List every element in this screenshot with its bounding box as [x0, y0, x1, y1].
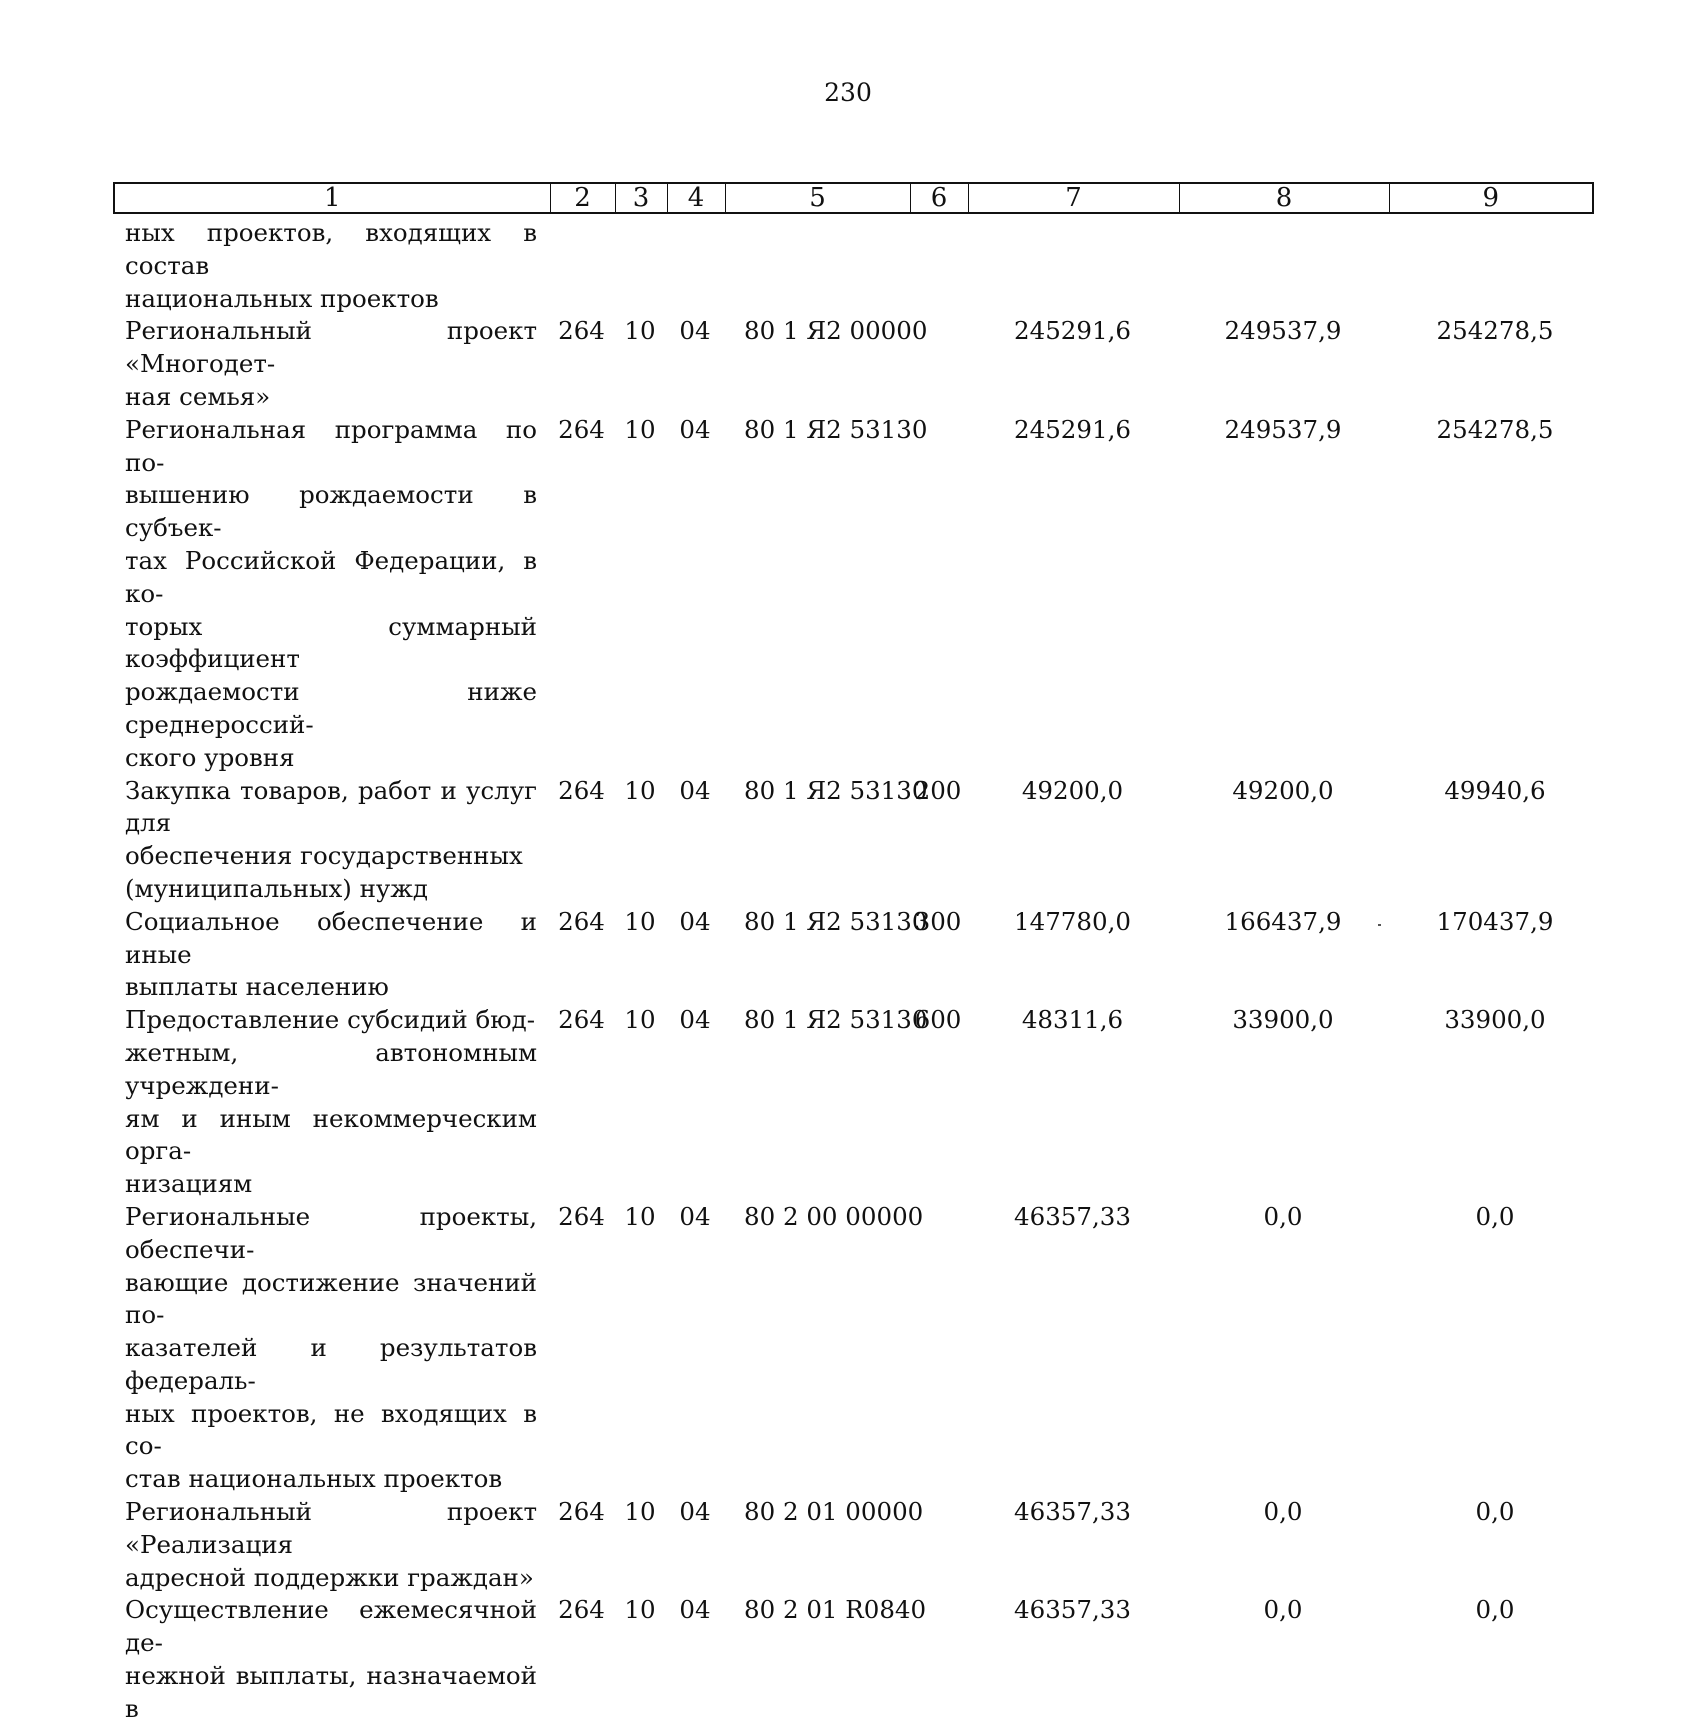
cell-ministry-code: 264 — [558, 316, 605, 346]
cell-description — [113, 315, 549, 413]
cell-description — [113, 1201, 549, 1496]
cell-description — [113, 775, 549, 906]
cell-amount-year-1 — [967, 217, 1178, 315]
cell-subsection-code: 04 — [679, 316, 711, 346]
cell-subsection-code: 04 — [679, 1201, 711, 1231]
cell-amount-year-2: 249537,9 — [1224, 316, 1342, 346]
cell-amount-year-1: 46357,33 — [1014, 1497, 1131, 1527]
cell-target-article — [724, 217, 909, 315]
cell-amount-year-3 — [1388, 217, 1592, 315]
cell-amount-year-2: 166437,9 — [1224, 906, 1342, 936]
cell-amount-year-3: 170437,9 — [1436, 906, 1554, 936]
description-line: ных проектов, не входящих в со- — [125, 1398, 537, 1461]
cell-description — [113, 217, 549, 315]
cell-target-article: 80 2 00 00000 — [744, 1201, 924, 1231]
column-header-4: 4 — [667, 183, 725, 213]
description-line: ского уровня — [125, 742, 295, 772]
cell-amount-year-1: 49200,0 — [1021, 775, 1124, 805]
cell-subsection-code: 04 — [679, 1005, 711, 1035]
cell-ministry-code — [549, 217, 614, 315]
cell-subsection-code: 04 — [679, 1595, 711, 1625]
column-header-1: 1 — [323, 183, 341, 213]
cell-section-code: 10 — [624, 1497, 656, 1527]
cell-amount-year-3: 0,0 — [1475, 1497, 1515, 1527]
description-line: Региональные проекты, обеспечи- — [125, 1201, 537, 1264]
description-line: став национальных проектов — [125, 1464, 503, 1494]
cell-target-article: 80 1 Я2 53130 — [744, 775, 928, 805]
table-row — [113, 1004, 1592, 1201]
description-line: торых суммарный коэффициент — [125, 611, 537, 674]
cell-amount-year-1: 46357,33 — [1014, 1595, 1131, 1625]
cell-expense-type: 300 — [914, 906, 962, 936]
cell-ministry-code: 264 — [558, 775, 605, 805]
cell-expense-type: 200 — [914, 775, 962, 805]
cell-target-article: 80 1 Я2 53130 — [744, 906, 928, 936]
cell-subsection-code: 04 — [679, 414, 711, 444]
description-line: казателей и результатов федераль- — [125, 1333, 537, 1395]
description-line: вающие достижение значений по- — [125, 1267, 537, 1330]
description-line: Осуществление ежемесячной де- — [125, 1595, 537, 1658]
description-line: нежной выплаты, назначаемой в — [125, 1661, 537, 1723]
cell-ministry-code: 264 — [558, 1201, 605, 1231]
cell-ministry-code: 264 — [558, 1595, 605, 1625]
description-line: адресной поддержки граждан» — [125, 1562, 534, 1592]
description-line: ная семья» — [125, 381, 271, 411]
column-header-6: 6 — [910, 183, 968, 213]
cell-amount-year-2: 249537,9 — [1224, 414, 1342, 444]
cell-amount-year-1: 46357,33 — [1014, 1201, 1131, 1231]
description-line: (муниципальных) нужд — [125, 873, 428, 903]
scan-speck — [1378, 924, 1381, 926]
description-line: рождаемости ниже среднероссий- — [125, 677, 537, 739]
cell-amount-year-2: 49200,0 — [1232, 775, 1334, 805]
cell-section-code — [614, 217, 666, 315]
cell-subsection-code: 04 — [679, 775, 711, 805]
cell-subsection-code: 04 — [679, 906, 711, 936]
cell-subsection-code — [666, 217, 724, 315]
cell-section-code: 10 — [624, 316, 656, 346]
cell-target-article: 80 2 01 R0840 — [744, 1595, 927, 1625]
cell-target-article: 80 1 Я2 53130 — [744, 414, 928, 444]
table-row — [113, 1201, 1592, 1496]
cell-amount-year-2: 0,0 — [1263, 1497, 1303, 1527]
column-header-row — [114, 183, 1593, 213]
table-row — [113, 775, 1592, 906]
cell-ministry-code: 264 — [558, 1497, 605, 1527]
cell-amount-year-2: 0,0 — [1263, 1201, 1303, 1231]
cell-subsection-code: 04 — [679, 1497, 711, 1527]
description-line: Социальное обеспечение и иные — [125, 906, 537, 969]
cell-expense-type — [909, 414, 967, 775]
column-header-7: 7 — [968, 183, 1179, 213]
cell-ministry-code: 264 — [558, 414, 605, 444]
description-line: Предоставление субсидий бюд- — [125, 1005, 535, 1035]
cell-section-code: 10 — [624, 414, 656, 444]
budget-table-body — [113, 217, 1592, 1726]
cell-amount-year-3: 33900,0 — [1444, 1005, 1546, 1035]
column-header-3: 3 — [615, 183, 667, 213]
description-line: жетным, автономным учреждени- — [125, 1037, 537, 1100]
cell-amount-year-2: 33900,0 — [1232, 1005, 1334, 1035]
cell-amount-year-1: 48311,6 — [1021, 1005, 1124, 1035]
column-header-2: 2 — [550, 183, 615, 213]
cell-amount-year-2 — [1178, 217, 1388, 315]
description-line: ных проектов, входящих в состав — [125, 218, 537, 280]
column-header-5: 5 — [725, 183, 910, 213]
description-line: тах Российской Федерации, в ко- — [125, 545, 537, 608]
description-line: Региональный проект «Многодет- — [125, 316, 537, 379]
cell-description — [113, 906, 549, 1004]
cell-ministry-code: 264 — [558, 1005, 605, 1035]
column-header-table — [113, 182, 1594, 214]
cell-section-code: 10 — [624, 1005, 656, 1035]
cell-section-code: 10 — [624, 1201, 656, 1231]
cell-description — [113, 414, 549, 775]
table-row — [113, 906, 1592, 1004]
column-header-8: 8 — [1179, 183, 1389, 213]
description-line: обеспечения государственных — [125, 841, 523, 871]
cell-target-article: 80 1 Я2 00000 — [744, 316, 928, 346]
cell-amount-year-2: 0,0 — [1263, 1595, 1303, 1625]
cell-expense-type — [909, 217, 967, 315]
cell-section-code: 10 — [624, 906, 656, 936]
table-row — [113, 1594, 1592, 1725]
table-row — [113, 315, 1592, 413]
description-line: выплаты населению — [125, 972, 389, 1002]
cell-ministry-code: 264 — [558, 906, 605, 936]
cell-amount-year-3: 254278,5 — [1436, 414, 1554, 444]
cell-target-article: 80 1 Я2 53130 — [744, 1005, 928, 1035]
cell-amount-year-3: 49940,6 — [1444, 775, 1546, 805]
cell-target-article: 80 2 01 00000 — [744, 1497, 924, 1527]
cell-description — [113, 1594, 549, 1725]
cell-expense-type — [909, 1201, 967, 1496]
cell-section-code: 10 — [624, 1595, 656, 1625]
cell-amount-year-3: 254278,5 — [1436, 316, 1554, 346]
description-line: вышению рождаемости в субъек- — [125, 480, 537, 543]
page-number: 230 — [824, 78, 872, 107]
cell-amount-year-1: 147780,0 — [1014, 906, 1131, 936]
description-line: ям и иным некоммерческим орга- — [125, 1103, 537, 1166]
cell-amount-year-3: 0,0 — [1475, 1201, 1515, 1231]
description-line: национальных проектов — [125, 283, 439, 313]
cell-amount-year-1: 245291,6 — [1014, 414, 1131, 444]
table-row — [113, 217, 1592, 315]
cell-description — [113, 1496, 549, 1594]
table-row — [113, 414, 1592, 775]
cell-description — [113, 1004, 549, 1201]
cell-amount-year-1: 245291,6 — [1014, 316, 1131, 346]
cell-section-code: 10 — [624, 775, 656, 805]
description-line: Закупка товаров, работ и услуг для — [125, 775, 537, 838]
cell-amount-year-3: 0,0 — [1475, 1595, 1515, 1625]
table-row — [113, 1496, 1592, 1594]
column-header-9: 9 — [1389, 183, 1593, 213]
description-line: низациям — [125, 1169, 253, 1199]
description-line: Региональный проект «Реализация — [125, 1497, 537, 1559]
cell-expense-type: 600 — [914, 1005, 962, 1035]
description-line: Региональная программа по по- — [125, 414, 537, 477]
